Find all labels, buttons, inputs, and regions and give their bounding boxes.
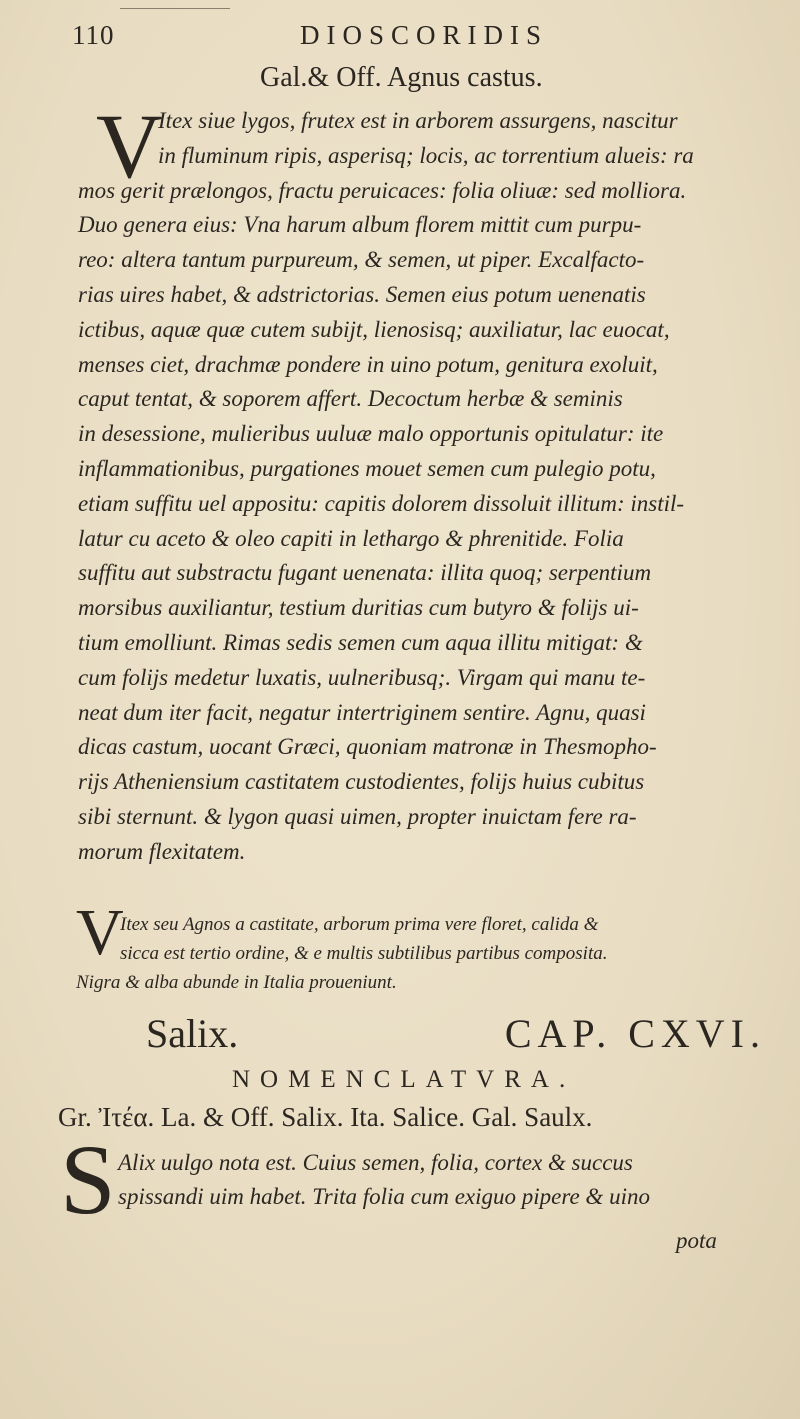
entry-body xyxy=(78,104,768,870)
running-head: DIOSCORIDIS xyxy=(300,20,549,50)
entry-line: neat dum iter facit, negatur intertriginem sentire. Agnu, quasi xyxy=(78,699,646,725)
entry-line: rijs Atheniensium castitatem custodientes, folijs huius cubitus xyxy=(78,769,645,795)
commentary-line: Itex seu Agnos a castitate, arborum prima vere floret, calida & xyxy=(120,914,599,935)
entry-line: menses ciet, drachmæ pondere in uino potum, genitura exoluit, xyxy=(78,351,658,377)
drop-cap-v: V xyxy=(96,95,163,197)
entry-line: suffitu aut substractu fugant uenenata: illita quoq; serpentium xyxy=(78,560,652,586)
entry-line: ictibus, aquæ quæ cutem subijt, lienosisq; auxiliatur, lac euocat, xyxy=(78,316,670,342)
commentary-line: sicca est tertio ordine, & e multis subtilibus partibus composita. xyxy=(120,943,608,964)
entry-line: cum folijs medetur luxatis, uulneribusq;. Virgam qui manu te- xyxy=(78,664,646,690)
entry-line: reo: altera tantum purpureum, & semen, ut piper. Excalfacto- xyxy=(78,247,645,273)
entry-line: dicas castum, uocant Græci, quoniam matronæ in Thesmopho- xyxy=(78,734,657,760)
entry-line: latur cu aceto & oleo capiti in lethargo & phrenitide. Folia xyxy=(78,525,624,551)
entry-title: Gal.& Off. Agnus castus. xyxy=(260,62,543,93)
top-rule xyxy=(120,8,230,9)
entry-line: tium emolliunt. Rimas sedis semen cum aqua illitu mitigat: & xyxy=(78,629,643,655)
entry-line: Duo genera eius: Vna harum album florem mittit cum purpu- xyxy=(78,212,642,238)
entry-line: mos gerit prælongos, fractu peruicaces: folia oliuæ: sed molliora. xyxy=(78,177,687,203)
entry-line: Itex siue lygos, frutex est in arborem assurgens, nascitur xyxy=(158,108,678,133)
salix-line: Alix uulgo nota est. Cuius semen, folia, cortex & succus xyxy=(118,1150,633,1175)
commentary-drop-cap: V xyxy=(76,896,124,969)
commentary-line: Nigra & alba abunde in Italia proueniunt. xyxy=(76,972,397,993)
entry-line: sibi sternunt. & lygon quasi uimen, propter inuictam fere ra- xyxy=(78,803,637,829)
drop-cap-s: S xyxy=(60,1124,116,1235)
commentary-body xyxy=(76,910,766,997)
chapter-heading xyxy=(146,1010,766,1057)
entry-line: inflammationibus, purgationes mouet semen cum pulegio potu, xyxy=(78,455,656,481)
catchword: pota xyxy=(676,1228,717,1253)
entry-line: etiam suffitu uel appositu: capitis dolorem dissoluit illitum: instil- xyxy=(78,490,685,516)
salix-body xyxy=(118,1146,768,1214)
nomenclatura-heading: NOMENCLATVRA. xyxy=(232,1066,576,1093)
entry-line: in desessione, mulieribus uuluæ malo opportunis opitulatur: ite xyxy=(78,421,664,447)
page-number: 110 xyxy=(72,20,115,50)
entry-line: rias uires habet, & adstrictorias. Semen eius potum uenenatis xyxy=(78,281,646,307)
section-title: Salix. xyxy=(146,1011,239,1056)
synonyms-line: Gr. Ἰτέα. La. & Off. Salix. Ita. Salice. Gal. Saulx. xyxy=(58,1102,593,1132)
entry-line: morsibus auxiliantur, testium duritias cum butyro & folijs ui- xyxy=(78,595,639,621)
entry-line: caput tentat, & soporem affert. Decoctum herbæ & seminis xyxy=(78,386,623,412)
entry-line: in fluminum ripis, asperisq; locis, ac torrentium alueis: ra xyxy=(158,142,694,168)
entry-line: morum flexitatem. xyxy=(78,838,246,864)
salix-line: spissandi uim habet. Trita folia cum exiguo pipere & uino xyxy=(118,1184,650,1209)
chapter-number: CAP. CXVI. xyxy=(504,1011,766,1056)
